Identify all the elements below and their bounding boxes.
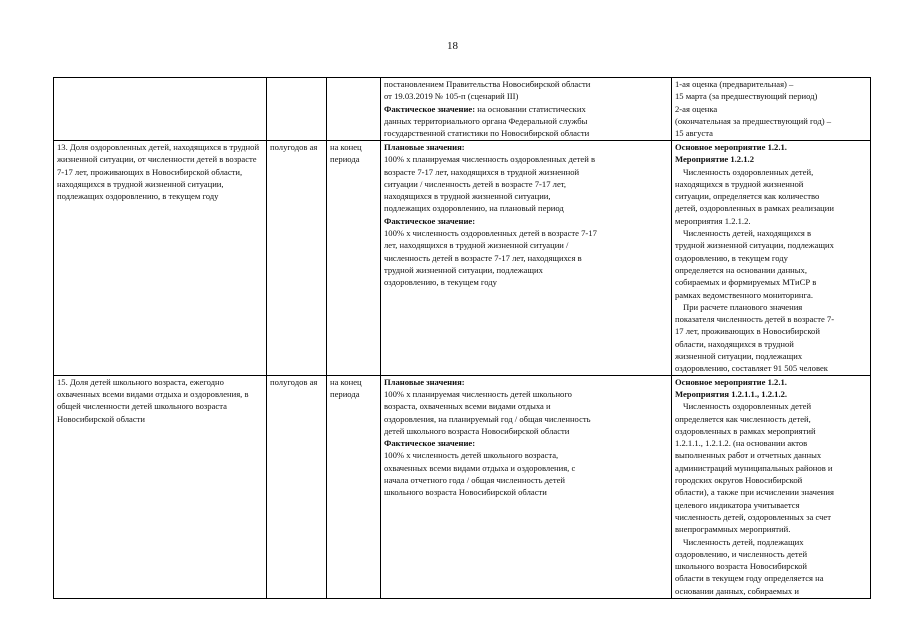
text-line: При расчете планового значения — [683, 301, 803, 312]
text-line: оздоровлению, в текущем году — [675, 252, 788, 263]
text-line — [384, 141, 668, 153]
text-line: детей школьного возраста Новосибирской области — [384, 425, 570, 436]
indicator-cell: 15. Доля детей школьного возраста, ежегодно охваченных всеми видами отдыха и оздоровления, в общей численности детей школьного возраста Новосибирской области — [54, 375, 267, 598]
text-line: начала отчетного года / общая численность детей — [384, 475, 565, 486]
text-line: оздоровлению, в текущем году — [384, 277, 497, 288]
text-line: находящихся в трудной жизненной ситуации, — [384, 191, 551, 202]
text-line: целевого индикатора учитывается — [675, 499, 800, 510]
text-line: данных территориального органа Федеральной службы — [384, 115, 588, 126]
text-line: области, находящихся в трудной — [675, 338, 794, 349]
text-line: 15 марта (за предшествующий период) — [675, 91, 818, 102]
table-row — [54, 141, 871, 376]
text-line — [675, 141, 867, 153]
text-line: 17 лет, проживающих в Новосибирской — [675, 326, 820, 337]
text-line: 2-ая оценка — [675, 103, 718, 114]
text-line: 100% х планируемая численность оздоровленных детей в — [384, 154, 596, 165]
text-line: 15 августа — [675, 128, 713, 139]
text-line: возраста, охваченных всеми видами отдыха и — [384, 401, 551, 412]
bold-label: Мероприятия 1.2.1.1., 1.2.1.2. — [675, 388, 788, 399]
text-line: основании данных, собираемых и — [675, 585, 799, 596]
text-line: от 19.03.2019 № 105-п (сценарий III) — [384, 91, 519, 102]
text-line: численность детей, оздоровленных за счет — [675, 511, 831, 522]
text-line: оздоровлению, и численность детей — [675, 548, 808, 559]
text-line: внепрограммных мероприятий. — [675, 524, 791, 535]
bold-label: Фактическое значение: — [384, 215, 476, 226]
text-line: жизненной ситуации, подлежащих — [675, 351, 803, 362]
text-line: рамках ведомственного мониторинга. — [675, 289, 814, 300]
bold-label: Мероприятие 1.2.1.2 — [675, 154, 754, 165]
text-line: Численность оздоровленных детей, — [683, 166, 814, 177]
text-line: Численность оздоровленных детей — [683, 401, 812, 412]
text-line: оздоровлению, составляет 91 505 человек — [675, 363, 828, 374]
date-cell: на конец периода — [327, 375, 381, 598]
text-line: школьного возраста Новосибирской области — [384, 487, 547, 498]
indicators-table — [53, 77, 871, 599]
text-line: школьного возраста Новосибирской — [675, 561, 807, 572]
text-line — [384, 215, 668, 227]
text-line — [384, 376, 668, 388]
periodicity-cell: полугодов ая — [267, 141, 327, 376]
bold-label: Основное мероприятие 1.2.1. — [675, 376, 787, 387]
date-cell — [327, 78, 381, 141]
text-line: охваченных всеми видами отдыха и оздоровления, с — [384, 462, 576, 473]
text-line: оздоровленных в рамках мероприятий — [675, 425, 816, 436]
data-source-cell — [672, 141, 871, 376]
text-line: 100% х планируемая численность детей школьного — [384, 388, 572, 399]
text-line: мероприятия 1.2.1.2. — [675, 215, 751, 226]
text-line: трудной жизненной ситуации, подлежащих — [675, 240, 834, 251]
text-line: лет, находящихся в трудной жизненной ситуации / — [384, 240, 569, 251]
text-line — [384, 437, 668, 449]
text-line: подлежащих оздоровлению, на плановый период — [384, 203, 564, 214]
bold-label: Фактическое значение: — [384, 103, 476, 114]
bold-label: Фактическое значение: — [384, 438, 476, 449]
text-line: детей, оздоровленных в рамках реализации — [675, 203, 834, 214]
text-line: определяется как численность детей, — [675, 413, 811, 424]
text-line: собираемых и формируемых МТиСР в — [675, 277, 817, 288]
text-line: 100% х численность оздоровленных детей в возрасте 7-17 — [384, 228, 597, 239]
text-line: 100% х численность детей школьного возраста, — [384, 450, 559, 461]
text-line: трудной жизненной ситуации, подлежащих — [384, 264, 543, 275]
text-line: Фактическое значение: на основании статистических — [384, 103, 586, 114]
page-number: 18 — [447, 40, 458, 52]
text-line — [675, 376, 867, 388]
table-row — [54, 78, 871, 141]
table-row — [54, 375, 871, 598]
text-line: ситуации / численность детей в возрасте 7-17 лет, — [384, 178, 567, 189]
periodicity-cell — [267, 78, 327, 141]
bold-label: Плановые значения: — [384, 142, 465, 152]
indicator-cell — [54, 78, 267, 141]
text-line: оздоровления, на планируемый год / общая численность — [384, 413, 591, 424]
bold-label: Плановые значения: — [384, 376, 465, 387]
calculation-method-cell — [381, 375, 672, 598]
indicator-cell: 13. Доля оздоровленных детей, находящихся в трудной жизненной ситуации, от численности детей в возрасте 7-17 лет, проживающих в Новосибирской области, находящихся в трудной жизненной ситуации, подлежащих оздоровлению, в текущем году — [54, 141, 267, 376]
data-source-cell — [672, 375, 871, 598]
bold-label: Основное мероприятие 1.2.1. — [675, 142, 787, 152]
text-line: 1-ая оценка (предварительная) – — [675, 79, 794, 89]
text-line — [675, 388, 867, 400]
text-line: ситуации, определяется как количество — [675, 191, 820, 202]
calculation-method-cell — [381, 78, 672, 141]
text-line: области в текущем году определяется на — [675, 573, 824, 584]
text-line: Численность детей, находящихся в — [683, 228, 812, 239]
text-line: показателя численность детей в возрасте 7- — [675, 314, 835, 325]
text-line — [675, 153, 867, 165]
text-line: выполненных работ и отчетных данных — [675, 450, 822, 461]
calculation-method-cell — [381, 141, 672, 376]
text-line: Численность детей, подлежащих — [683, 536, 804, 547]
text-line: численность детей в возрасте 7-17 лет, находящихся в — [384, 252, 582, 263]
text-line: городских округов Новосибирской — [675, 475, 803, 486]
data-source-cell — [672, 78, 871, 141]
text-line: 1.2.1.1., 1.2.1.2. (на основании актов — [675, 438, 808, 449]
text-line: постановлением Правительства Новосибирской области — [384, 79, 591, 89]
periodicity-cell: полугодов ая — [267, 375, 327, 598]
text-line: области), а также при исчислении значения — [675, 487, 834, 498]
text-line: государственной статистики по Новосибирской области — [384, 128, 590, 139]
text-line: возрасте 7-17 лет, находящихся в трудной жизненной — [384, 166, 580, 177]
date-cell: на конец периода — [327, 141, 381, 376]
text-line: определяется на основании данных, — [675, 264, 808, 275]
text-line: находящихся в трудной жизненной — [675, 178, 804, 189]
text-line: (окончательная за предшествующий год) – — [675, 115, 832, 126]
text-line: администраций муниципальных районов и — [675, 462, 833, 473]
